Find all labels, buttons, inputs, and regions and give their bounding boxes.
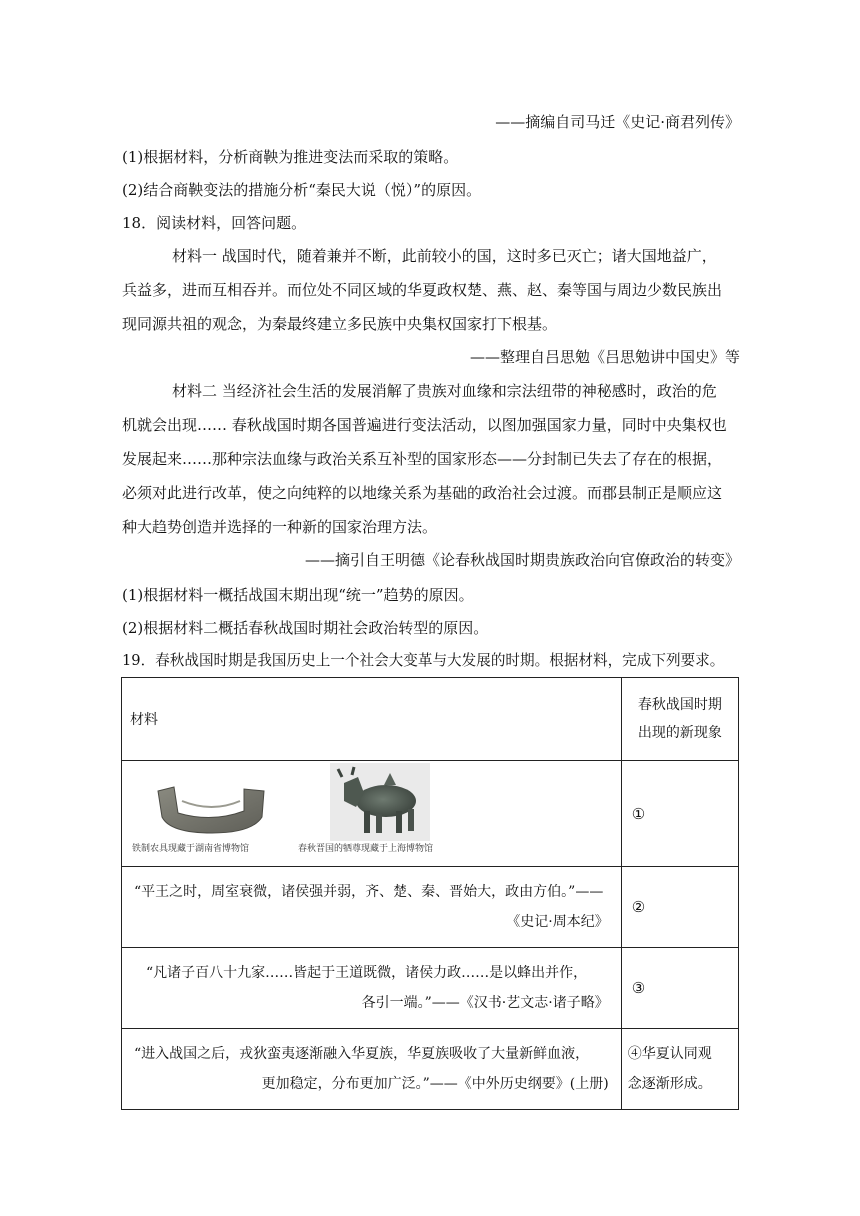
q17-sub1: (1)根据材料，分析商鞅为推进变法而采取的策略。 — [122, 148, 459, 166]
answer-slot-3: ③ — [621, 948, 738, 1029]
q18-m2-line1: 材料二 当经济社会生活的发展消解了贵族对血缘和宗法纽带的神秘感时，政治的危 — [172, 382, 717, 400]
table-row — [122, 948, 739, 1029]
q18-m1-line3: 现同源共祖的观念，为秦最终建立多民族中央集权国家打下根基。 — [122, 315, 558, 333]
q18-m2-source: ——摘引自王明德《论春秋战国时期贵族政治向官僚政治的转变》 — [304, 551, 740, 569]
q18-m1-line2: 兵益多，进而互相吞并。而位处不同区域的华夏政权楚、燕、赵、秦等国与周边少数民族出 — [122, 281, 723, 299]
quote-gangyao — [122, 1029, 622, 1110]
q18-m2-line3: 发展起来……那种宗法血缘与政治关系互补型的国家形态——分封制已失去了存在的根据， — [122, 450, 723, 468]
answer-4-line2: 念逐渐形成。 — [627, 1076, 712, 1092]
q18-m2-line4: 必须对此进行改革，使之向纯粹的以地缘关系为基础的政治社会过渡。而郡县制正是顺应这 — [122, 484, 723, 502]
table-row — [122, 761, 739, 867]
q18-title: 18．阅读材料，回答问题。 — [122, 214, 307, 232]
header-material: 材料 — [122, 678, 622, 761]
caption-ox-zun: 春秋晋国的牺尊现藏于上海博物馆 — [298, 844, 434, 854]
header-new-phenomena — [621, 678, 738, 761]
quote-hanshu-source: 各引一端。”——《汉书·艺文志·诸子略》 — [361, 995, 609, 1011]
table-row — [122, 1029, 739, 1110]
q17-sub2: (2)结合商鞅变法的措施分析“秦民大说（悦）”的原因。 — [122, 181, 482, 199]
q19-title: 19．春秋战国时期是我国历史上一个社会大变革与大发展的时期。根据材料，完成下列要求。 — [122, 652, 725, 669]
bronze-ox-zun-image — [330, 763, 430, 841]
answer-4-line1: ④华夏认同观 — [627, 1046, 712, 1062]
q18-m2-line5: 种大趋势创造并选择的一种新的国家治理方法。 — [122, 518, 438, 536]
quote-shiji-text: “平王之时，周室衰微，诸侯强并弱，齐、楚、秦、晋始大，政由方伯。”—— — [134, 884, 604, 900]
quote-gangyao-text: “进入战国之后，戎狄蛮夷逐渐融入华夏族，华夏族吸收了大量新鲜血液， — [134, 1046, 590, 1062]
q18-m1-source: ——整理自吕思勉《吕思勉讲中国史》等 — [469, 348, 740, 366]
q18-m2-line2: 机就会出现…… 春秋战国时期各国普遍进行变法活动，以图加强国家力量，同时中央集权也 — [122, 416, 727, 434]
answer-slot-4 — [621, 1029, 738, 1110]
quote-hanshu — [122, 948, 622, 1029]
caption-iron-tool: 铁制农具现藏于湖南省博物馆 — [132, 844, 250, 854]
table-row — [122, 867, 739, 948]
q19-material-table — [121, 677, 739, 1110]
answer-slot-2: ② — [621, 867, 738, 948]
q18-question-1: (1)根据材料一概括战国末期出现“统一”趋势的原因。 — [122, 586, 474, 604]
iron-farm-tool-image — [152, 783, 272, 835]
header-new-phenomena-line2: 出现的新现象 — [637, 725, 722, 741]
source-shangjun: ——摘编自司马迁《史记·商君列传》 — [495, 113, 740, 131]
quote-shiji-source: 《史记·周本纪》 — [506, 914, 609, 930]
quote-shiji — [122, 867, 622, 948]
q18-question-2: (2)根据材料二概括春秋战国时期社会政治转型的原因。 — [122, 619, 489, 637]
header-new-phenomena-line1: 春秋战国时期 — [637, 697, 722, 713]
answer-slot-1: ① — [621, 761, 738, 867]
q18-m1-line1: 材料一 战国时代，随着兼并不断，此前较小的国，这时多已灭亡；诸大国地益广， — [172, 247, 717, 265]
quote-hanshu-text: “凡诸子百八十九家……皆起于王道既微，诸侯力政……是以蜂出并作， — [146, 965, 588, 981]
table-header-row — [122, 678, 739, 761]
quote-gangyao-source: 更加稳定，分布更加广泛。”——《中外历史纲要》(上册) — [261, 1076, 609, 1092]
artifact-images-cell — [122, 761, 622, 867]
